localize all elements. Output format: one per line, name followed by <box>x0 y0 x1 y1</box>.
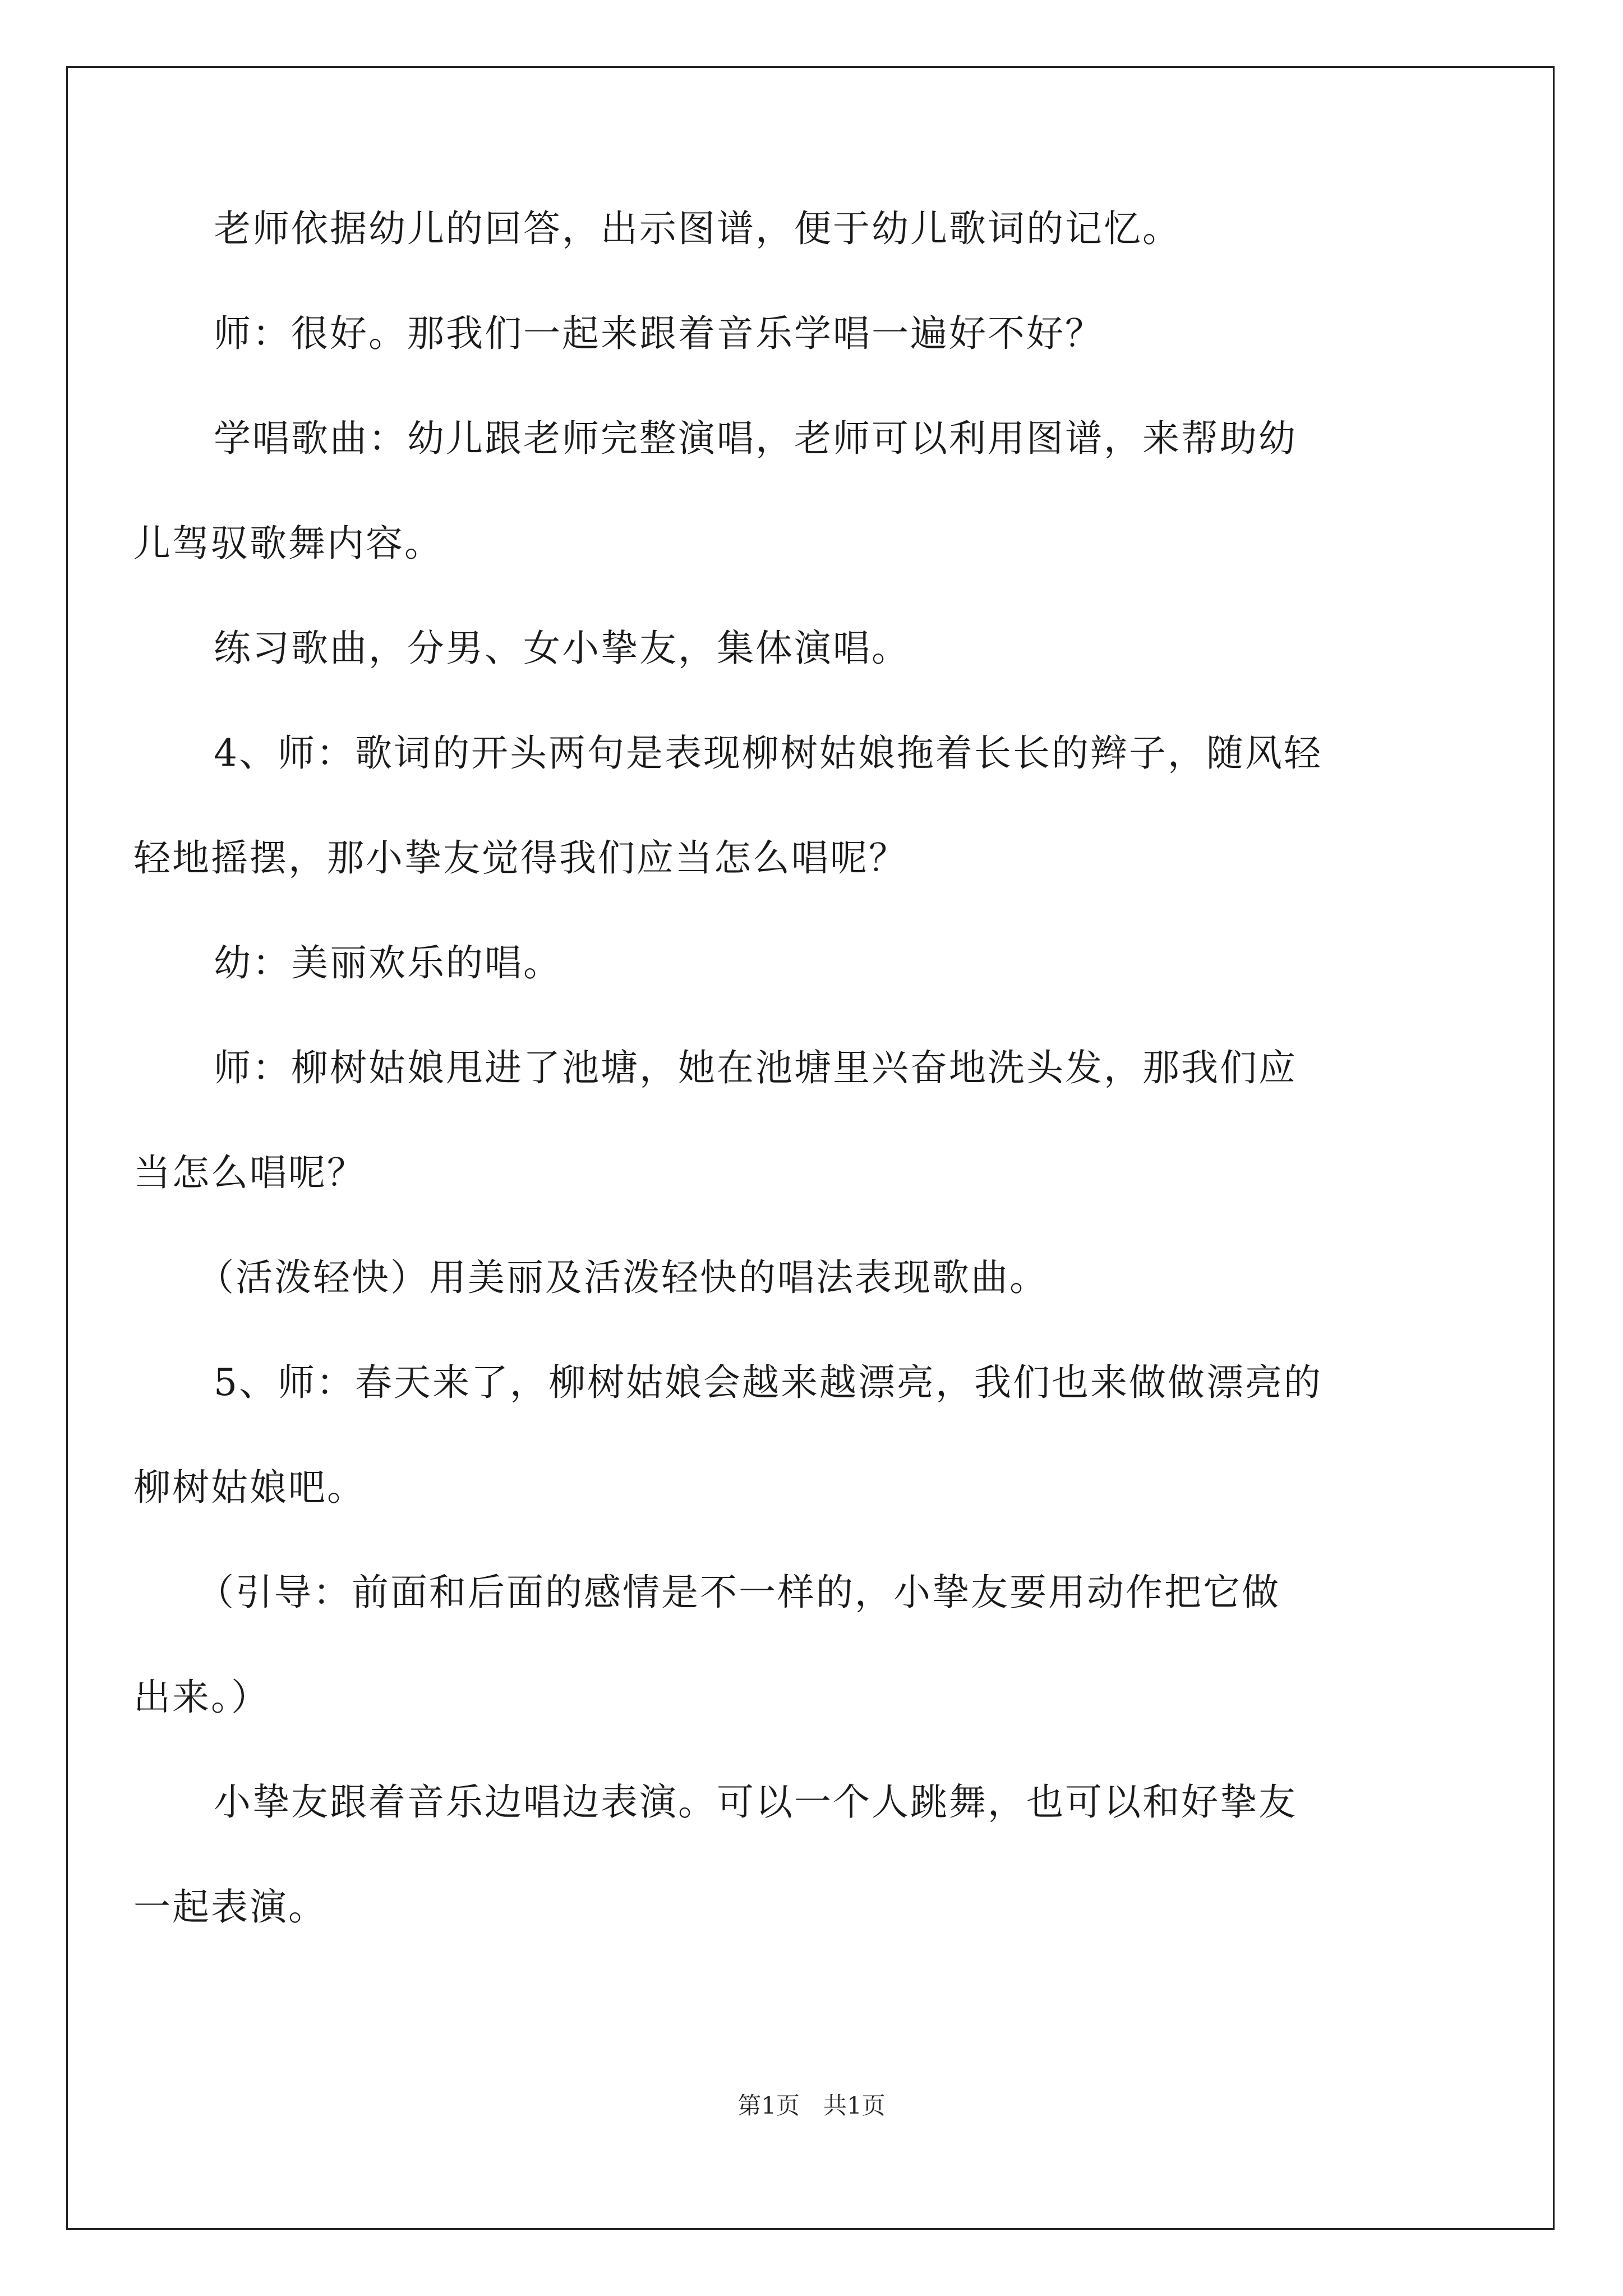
paragraph-10-line-1: （引导：前面和后面的感情是不一样的，小挚友要用动作把它做 <box>197 1571 1280 1614</box>
paragraph-11-line-2: 一起表演。 <box>133 1885 327 1929</box>
paragraph-5-line-1: 4、师：歌词的开头两句是表现柳树姑娘拖着长长的辫子，随风轻 <box>214 731 1322 775</box>
paragraph-10-line-2: 出来。） <box>133 1676 270 1719</box>
paragraph-11-line-1: 小挚友跟着音乐边唱边表演。可以一个人跳舞，也可以和好挚友 <box>214 1780 1297 1824</box>
paragraph-6-line-1: 幼：美丽欢乐的唱。 <box>214 941 562 984</box>
paragraph-9-line-2: 柳树姑娘吧。 <box>133 1466 366 1509</box>
paragraph-9-line-1: 5、师：春天来了，柳树姑娘会越来越漂亮，我们也来做做漂亮的 <box>214 1361 1322 1404</box>
paragraph-4-line-1: 练习歌曲，分男、女小挚友，集体演唱。 <box>214 627 910 670</box>
paragraph-7-line-2: 当怎么唱呢？ <box>133 1151 366 1194</box>
paragraph-1-line-1: 老师依据幼儿的回答，出示图谱，便于幼儿歌词的记忆。 <box>214 207 1181 250</box>
paragraph-8-line-1: （活泼轻快）用美丽及活泼轻快的唱法表现歌曲。 <box>197 1256 1048 1299</box>
paragraph-3-line-2: 儿驾驭歌舞内容。 <box>133 522 443 565</box>
page-number-footer: 第1页 共1页 <box>737 2092 886 2119</box>
paragraph-3-line-1: 学唱歌曲：幼儿跟老师完整演唱，老师可以利用图谱，来帮助幼 <box>214 417 1297 460</box>
paragraph-2-line-1: 师：很好。那我们一起来跟着音乐学唱一遍好不好？ <box>214 312 1104 355</box>
paragraph-5-line-2: 轻地摇摆，那小挚友觉得我们应当怎么唱呢？ <box>133 836 907 880</box>
paragraph-7-line-1: 师：柳树姑娘甩进了池塘，她在池塘里兴奋地洗头发，那我们应 <box>214 1046 1297 1089</box>
